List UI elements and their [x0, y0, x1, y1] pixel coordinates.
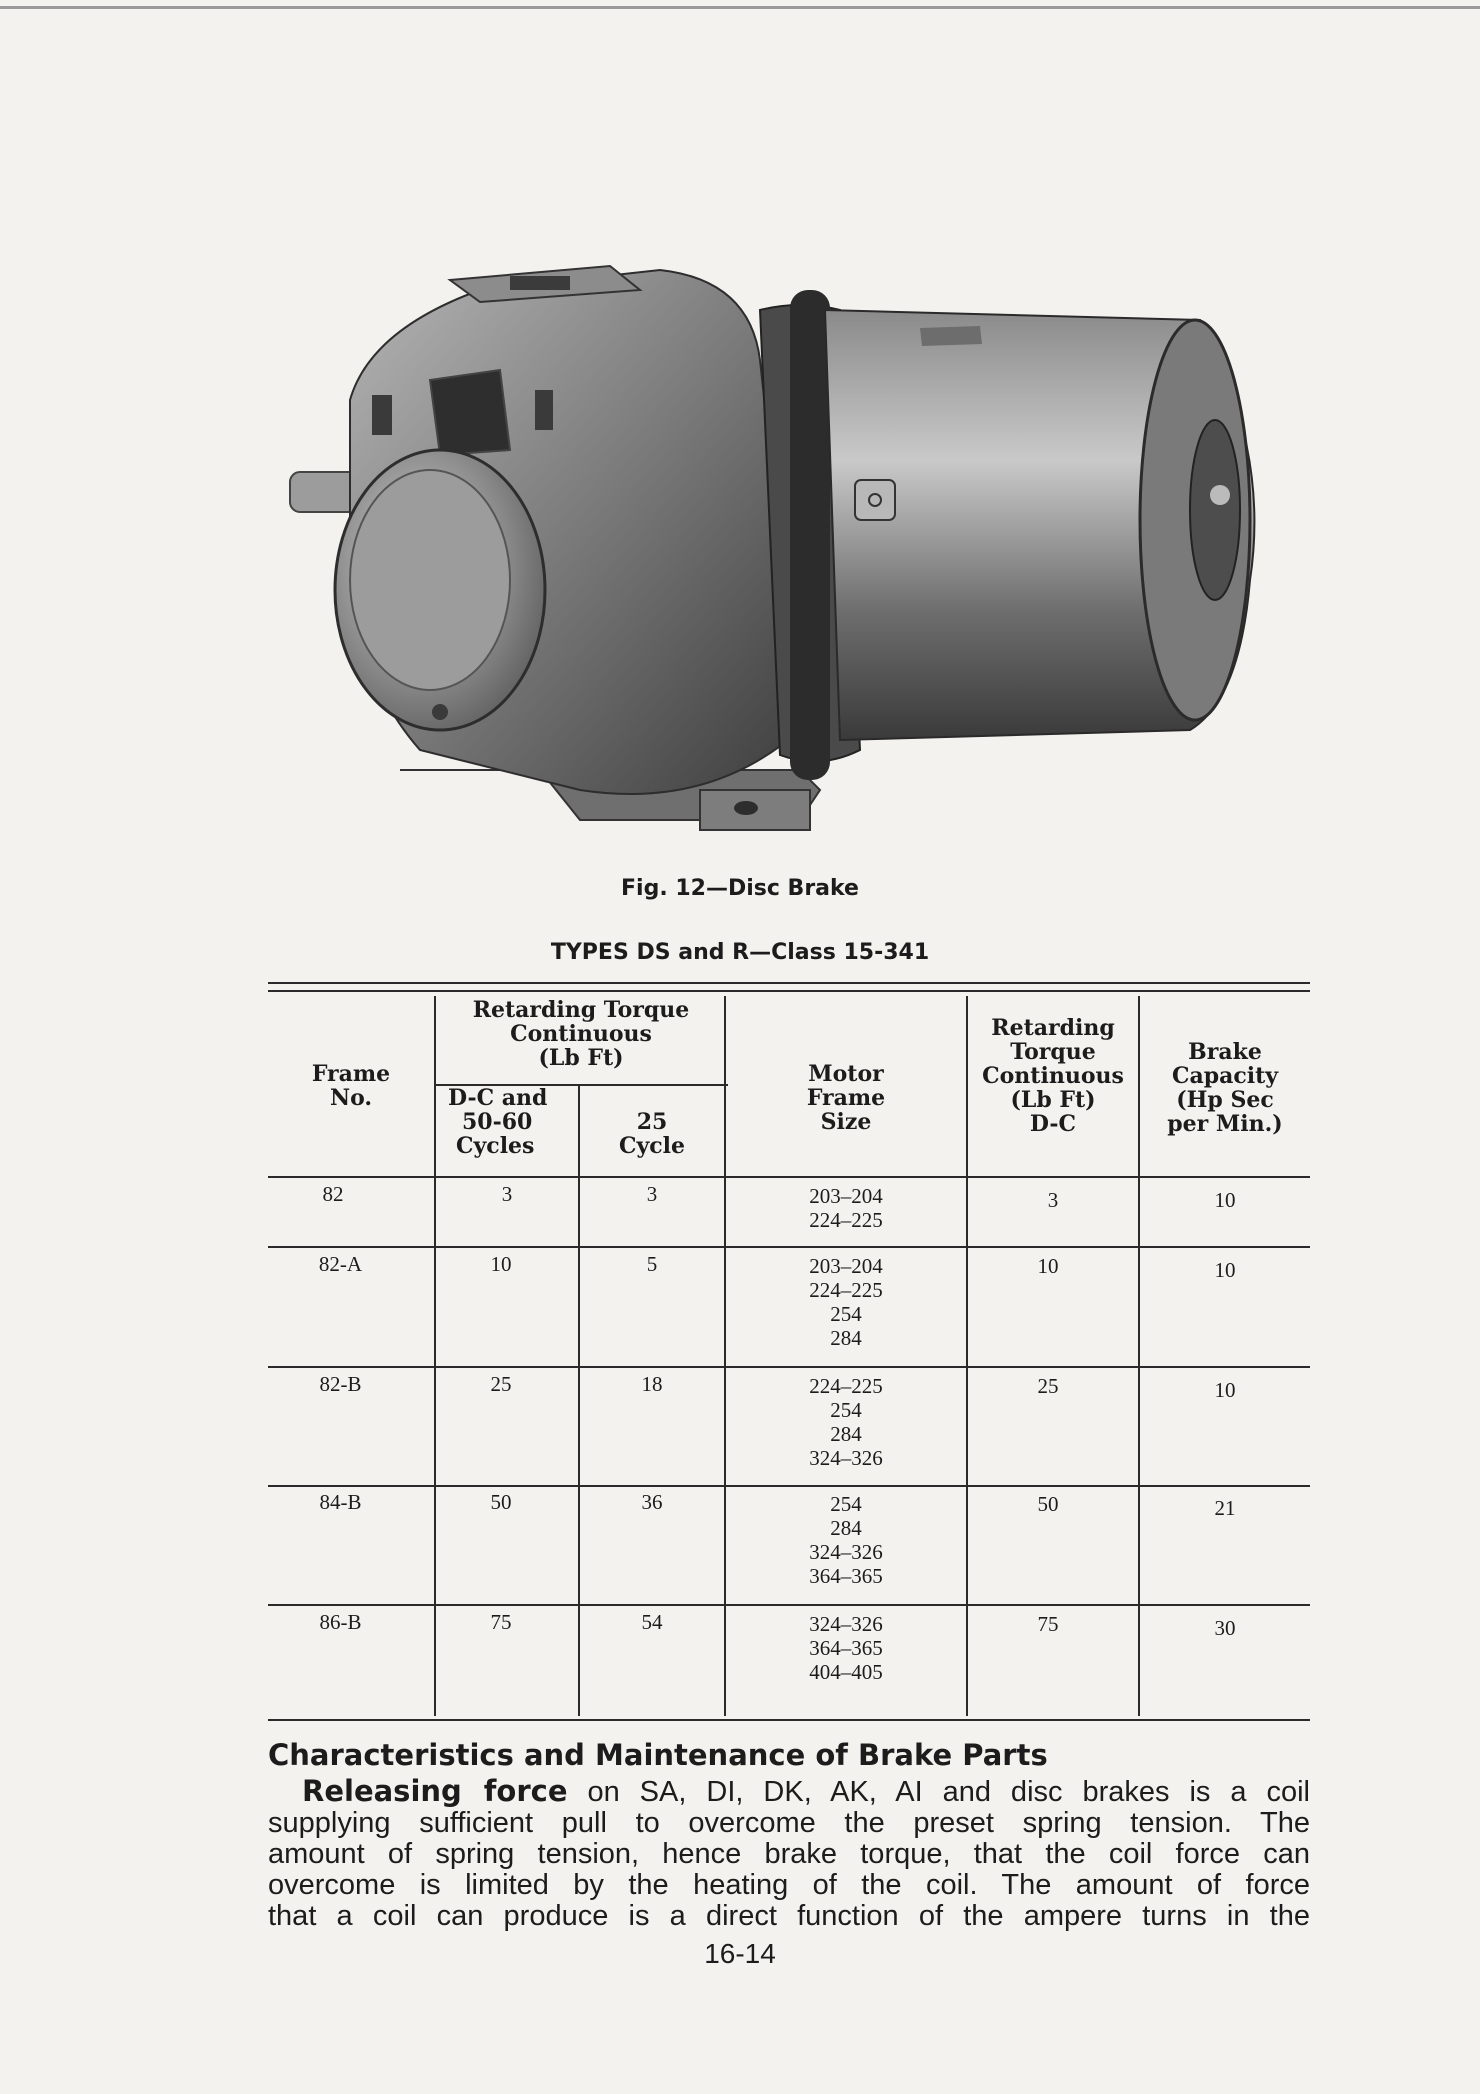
header-retarding-torque: Retarding Torque Continuous (Lb Ft) — [472, 997, 690, 1071]
header-bottom-rule — [268, 1176, 1310, 1178]
row-4-25cycle: 36 — [641, 1490, 663, 1514]
row-4-capacity: 21 — [1214, 1496, 1236, 1520]
table-top-rule — [268, 982, 1310, 984]
row-1-capacity: 10 — [1214, 1188, 1236, 1212]
section-heading: Characteristics and Maintenance of Brake Parts — [268, 1738, 1048, 1772]
body-line-4: overcome is limited by the heating of the coil. The amount of force — [268, 1869, 1310, 1901]
row-5-frame: 86-B — [319, 1610, 362, 1634]
row-3-dc: 25 — [490, 1372, 512, 1396]
header-dc-50-60: D-C and 50-60 Cycles — [448, 1085, 548, 1159]
row-rule-3 — [268, 1485, 1310, 1487]
disc-brake-illustration — [280, 250, 1300, 840]
brake-spec-table — [268, 982, 1310, 1722]
row-4-dc: 50 — [490, 1490, 512, 1514]
body-line-2: supplying sufficient pull to overcome the preset spring tension. The — [268, 1807, 1310, 1839]
lead-phrase: Releasing force — [302, 1774, 568, 1808]
row-5-torque-dc: 75 — [1037, 1612, 1059, 1636]
figure-caption: Fig. 12—Disc Brake — [621, 876, 859, 901]
body-line-1 — [268, 1776, 1310, 1808]
row-4-motor-frames: 254 284 324–326 364–365 — [809, 1492, 883, 1588]
row-2-capacity: 10 — [1214, 1258, 1236, 1282]
row-4-frame: 84-B — [319, 1490, 362, 1514]
row-5-25cycle: 54 — [641, 1610, 663, 1634]
row-1-dc: 3 — [501, 1182, 513, 1206]
row-1-25cycle: 3 — [646, 1182, 658, 1206]
row-2-frame: 82-A — [318, 1252, 363, 1276]
row-2-25cycle: 5 — [646, 1252, 658, 1276]
row-1-frame: 82 — [322, 1182, 344, 1206]
row-2-dc: 10 — [490, 1252, 512, 1276]
page-number: 16-14 — [704, 1938, 776, 1969]
row-3-frame: 82-B — [319, 1372, 362, 1396]
page-top-rule — [0, 6, 1480, 9]
row-rule-2 — [268, 1366, 1310, 1368]
header-25-cycle: 25 Cycle — [618, 1109, 686, 1159]
row-1-motor-frames: 203–204 224–225 — [809, 1184, 883, 1232]
row-3-capacity: 10 — [1214, 1378, 1236, 1402]
header-motor-frame-size: Motor Frame Size — [806, 1061, 886, 1135]
row-2-torque-dc: 10 — [1037, 1254, 1059, 1278]
header-frame-no: Frame No. — [311, 1061, 391, 1111]
row-3-25cycle: 18 — [641, 1372, 663, 1396]
header-retarding-torque-dc: Retarding Torque Continuous (Lb Ft) D-C — [982, 1015, 1124, 1137]
header-brake-capacity: Brake Capacity (Hp Sec per Min.) — [1167, 1039, 1283, 1137]
body-line-3: amount of spring tension, hence brake torque, that the coil force can — [268, 1838, 1310, 1870]
row-rule-1 — [268, 1246, 1310, 1248]
row-2-motor-frames: 203–204 224–225 254 284 — [809, 1254, 883, 1350]
row-3-torque-dc: 25 — [1037, 1374, 1059, 1398]
table-title: TYPES DS and R—Class 15-341 — [550, 940, 930, 965]
row-rule-4 — [268, 1604, 1310, 1606]
row-5-motor-frames: 324–326 364–365 404–405 — [809, 1612, 883, 1684]
row-3-motor-frames: 224–225 254 284 324–326 — [809, 1374, 883, 1470]
table-top-rule-double — [268, 990, 1310, 992]
body-line-1-text: on SA, DI, DK, AK, AI and disc brakes is a coil — [567, 1776, 1310, 1808]
table-bottom-rule — [268, 1719, 1310, 1721]
row-4-torque-dc: 50 — [1037, 1492, 1059, 1516]
row-5-capacity: 30 — [1214, 1616, 1236, 1640]
body-line-5: that a coil can produce is a direct function of the ampere turns in the — [268, 1900, 1310, 1932]
row-1-torque-dc: 3 — [1047, 1188, 1059, 1212]
body-paragraph — [268, 1776, 1310, 1932]
row-5-dc: 75 — [490, 1610, 512, 1634]
